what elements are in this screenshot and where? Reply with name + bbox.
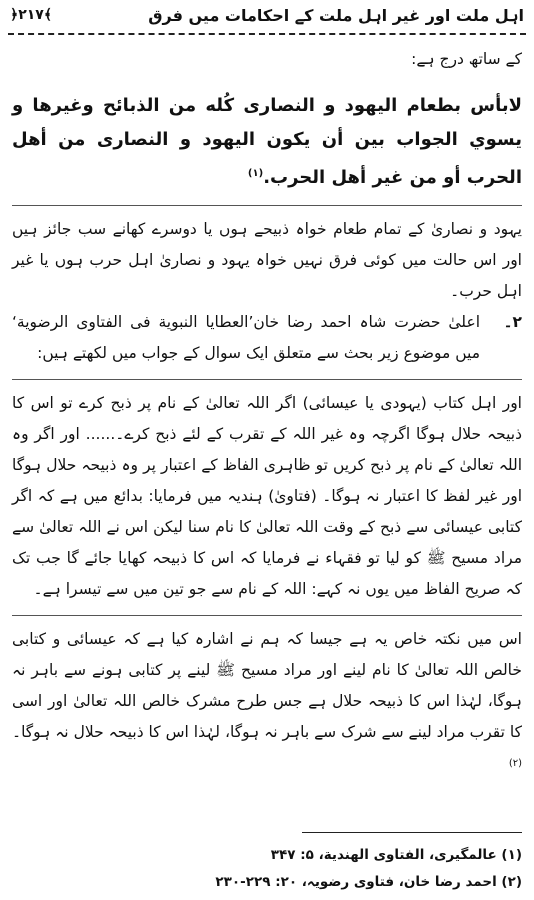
footnote-marker-2: (۲) (508, 758, 522, 769)
footnote-2: (۲) احمد رضا خان، فتاوی رضویہ، ۲۰: ۲۲۹-۲۳۰ (215, 874, 522, 890)
quote-paragraph-2 (12, 624, 522, 783)
quote-paragraph-2-text: اس میں نکتہ خاص یہ ہے جیسا کہ ہم نے اشارہ کیا ہے کہ عیسائی و کتابی خالص اللہ تعالیٰ کا نام لینے اور مراد مسیح ﷺ لینے پر کتابی ہونے سے باہر نہ ہوگا، لہٰذا اس کا ذبیحہ حلال ہے جس طرح مشرک خالص اللہ تعالیٰ اور اسی کا تقرب مراد لینے سے شرک سے باہر نہ ہوگا، لہٰذا اس کا ذبیحہ حلال نہ ہوگا۔ (12, 630, 522, 741)
arabic-quote (12, 89, 522, 195)
intro-line: کے ساتھ درج ہے: (411, 50, 522, 68)
page-content (12, 44, 522, 783)
item-text: اعلیٰ حضرت شاہ احمد رضا خان’العطايا النبوية فى الفتاوى الرضوية‘ میں موضوع زیر بحث سے متعلق ایک سوال کے جواب میں لکھتے ہیں: (12, 313, 480, 362)
item-number: ۲۔ (503, 313, 522, 331)
translation-paragraph: یہود و نصاریٰ کے تمام طعام خواہ ذبیحے ہوں یا دوسرے کھانے سب جائز ہیں اور اس حالت میں کوئی فرق نہیں خواہ یہود و نصاریٰ اہل حرب ہوں یا غیر اہل حرب۔ (12, 220, 522, 300)
page-number: ﴾۲۱۷﴿ (10, 7, 53, 23)
header-rule (8, 33, 526, 35)
page-number-value: ۲۱۷ (18, 7, 44, 23)
page-header (10, 0, 524, 30)
separator-rule (12, 205, 522, 206)
numbered-item (12, 307, 522, 369)
footnotes (12, 842, 522, 896)
footnote-rule (302, 832, 522, 833)
footnote-marker-1: (۱) (247, 168, 264, 179)
arabic-quote-text: لابأس بطعام اليهود و النصارى كُله من الذبائح وغيرها و يسوي الجواب بين أن يكون اليهود و النصارى من أهل الحرب أو من غير أهل الحرب. (12, 95, 522, 188)
running-title: اہل ملت اور غیر اہل ملت کے احکامات میں فرق (148, 5, 524, 25)
quote-paragraph-1: اور اہل کتاب (یہودی یا عیسائی) اگر اللہ تعالیٰ کے نام پر ذبح کرے تو اس کا ذبیحہ حلال ہوگا اگرچہ وہ غیر اللہ کے تقرب کے لئے ذبح کرے۔...... اور اگر وہ اللہ تعالیٰ کے نام پر ذبح کریں تو ظاہری الفاظ کے اعتبار پر وہ ذبیحہ حلال ہوگا اور غیر لفظ کا اعتبار نہ ہوگا۔ (فتاویٰ) ہندیہ میں فرمایا: بدائع میں ہے کہ اگر کتابی عیسائی سے ذبح کے وقت اللہ تعالیٰ کا نام سنا لیکن اس نے اللہ تعالیٰ سے مراد مسیح ﷺ کو لیا تو فقہاء نے فرمایا کہ اس کا ذبیحہ کھایا جائے گا جب تک کہ صریح الفاظ میں یوں نہ کہے: اللہ کے نام سے جو تین میں سے تیسرا ہے۔ (12, 394, 522, 598)
separator-rule-2 (12, 379, 522, 380)
footnote-1: (۱) عالمگیری، الفتاوی الهندية، ۵: ۳۴۷ (270, 847, 522, 863)
separator-rule-3 (12, 615, 522, 616)
